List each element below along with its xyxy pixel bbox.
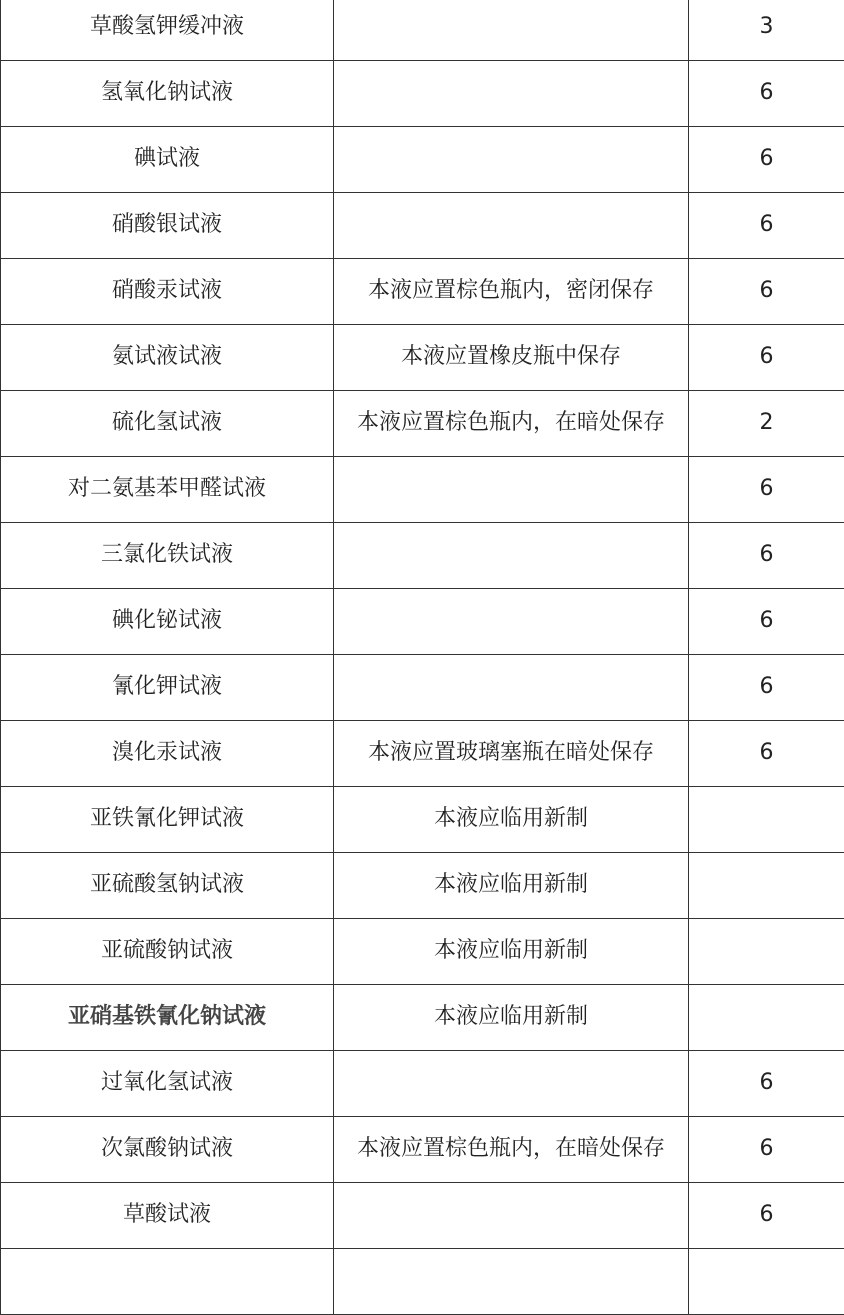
reagent-name-cell: 亚硫酸钠试液	[1, 919, 334, 985]
validity-days-cell: 6	[689, 193, 844, 259]
storage-note-cell: 本液应临用新制	[334, 853, 689, 919]
table-row	[1, 1183, 844, 1249]
reagent-name-cell: 三氯化铁试液	[1, 523, 334, 589]
reagent-name-cell: 次氯酸钠试液	[1, 1117, 334, 1183]
validity-days-cell: 6	[689, 655, 844, 721]
table-row	[1, 61, 844, 127]
validity-days-cell	[689, 919, 844, 985]
validity-days-cell	[689, 853, 844, 919]
storage-note-cell	[334, 1183, 689, 1249]
table-row	[1, 853, 844, 919]
storage-note-cell: 本液应置玻璃塞瓶在暗处保存	[334, 721, 689, 787]
validity-days-cell: 6	[689, 1051, 844, 1117]
validity-days-cell	[689, 787, 844, 853]
validity-days-cell: 6	[689, 325, 844, 391]
empty-cell	[334, 1249, 689, 1315]
validity-days-cell: 6	[689, 523, 844, 589]
validity-days-cell: 6	[689, 1117, 844, 1183]
storage-note-cell	[334, 589, 689, 655]
validity-days-cell: 6	[689, 259, 844, 325]
reagent-name-cell: 氨试液试液	[1, 325, 334, 391]
validity-days-cell: 3	[689, 0, 844, 61]
validity-days-cell: 6	[689, 61, 844, 127]
reagent-name-cell: 碘试液	[1, 127, 334, 193]
storage-note-cell: 本液应置橡皮瓶中保存	[334, 325, 689, 391]
reagent-name-cell: 硝酸汞试液	[1, 259, 334, 325]
validity-days-cell: 2	[689, 391, 844, 457]
table-row	[1, 391, 844, 457]
reagent-name-cell: 亚铁氰化钾试液	[1, 787, 334, 853]
reagent-name-cell: 硝酸银试液	[1, 193, 334, 259]
reagent-name-cell: 硫化氢试液	[1, 391, 334, 457]
empty-cell	[1, 1249, 334, 1315]
storage-note-cell: 本液应置棕色瓶内，在暗处保存	[334, 1117, 689, 1183]
validity-days-cell: 6	[689, 127, 844, 193]
reagent-name-cell: 碘化铋试液	[1, 589, 334, 655]
table-row	[1, 127, 844, 193]
storage-note-cell	[334, 0, 689, 61]
table-row	[1, 985, 844, 1051]
table-row	[1, 325, 844, 391]
storage-note-cell	[334, 1051, 689, 1117]
storage-note-cell	[334, 523, 689, 589]
validity-days-cell: 6	[689, 589, 844, 655]
reagent-name-cell: 亚硝基铁氰化钠试液	[1, 985, 334, 1051]
storage-note-cell	[334, 61, 689, 127]
storage-note-cell: 本液应临用新制	[334, 787, 689, 853]
table-row	[1, 1117, 844, 1183]
storage-note-cell: 本液应置棕色瓶内，在暗处保存	[334, 391, 689, 457]
table-row	[1, 259, 844, 325]
storage-note-cell: 本液应置棕色瓶内，密闭保存	[334, 259, 689, 325]
table-row	[1, 721, 844, 787]
storage-note-cell	[334, 193, 689, 259]
reagent-name-cell: 草酸试液	[1, 1183, 334, 1249]
table-row	[1, 523, 844, 589]
storage-note-cell: 本液应临用新制	[334, 985, 689, 1051]
table-row	[1, 457, 844, 523]
table-row	[1, 919, 844, 985]
table-row	[1, 1051, 844, 1117]
storage-note-cell	[334, 457, 689, 523]
table-row-partial	[1, 1249, 844, 1315]
table-row	[1, 193, 844, 259]
table-row	[1, 787, 844, 853]
validity-days-cell: 6	[689, 1183, 844, 1249]
validity-days-cell: 6	[689, 721, 844, 787]
storage-note-cell	[334, 127, 689, 193]
reagent-name-cell: 氰化钾试液	[1, 655, 334, 721]
reagent-name-cell: 对二氨基苯甲醛试液	[1, 457, 334, 523]
reagent-name-cell: 溴化汞试液	[1, 721, 334, 787]
validity-days-cell: 6	[689, 457, 844, 523]
reagent-name-cell: 草酸氢钾缓冲液	[1, 0, 334, 61]
table-row	[1, 0, 844, 61]
validity-days-cell	[689, 985, 844, 1051]
reagent-name-cell: 亚硫酸氢钠试液	[1, 853, 334, 919]
storage-note-cell	[334, 655, 689, 721]
storage-note-cell: 本液应临用新制	[334, 919, 689, 985]
reagent-name-cell: 氢氧化钠试液	[1, 61, 334, 127]
empty-cell	[689, 1249, 844, 1315]
reagent-name-cell: 过氧化氢试液	[1, 1051, 334, 1117]
table-row	[1, 589, 844, 655]
table-row	[1, 655, 844, 721]
